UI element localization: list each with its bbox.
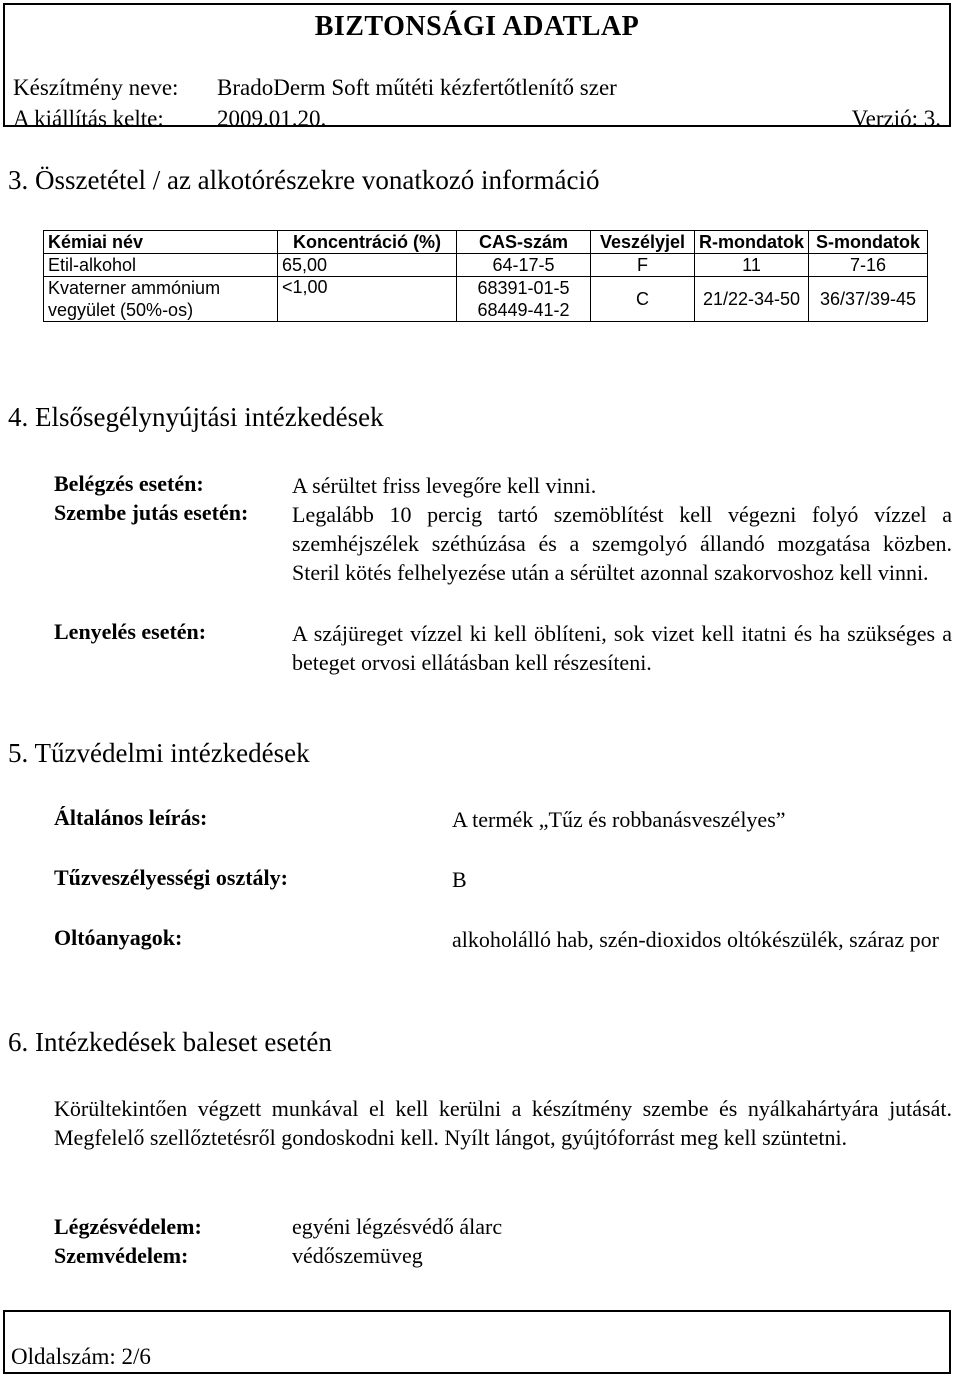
section-6-title: 6. Intézkedések baleset esetén (8, 1027, 332, 1057)
fire-class-label: Tűzveszélyességi osztály: (54, 865, 288, 890)
issue-date: 2009.01.20. (217, 106, 327, 131)
section-3-title: 3. Összetétel / az alkotórészekre vonatkozó információ (8, 165, 600, 195)
section-5-title: 5. Tűzvédelmi intézkedések (8, 738, 310, 768)
date-line (13, 106, 326, 132)
version: Verzió: 3. (851, 106, 941, 131)
extinguishing-media-value: alkoholálló hab, szén-dioxidos oltókészülék, száraz por (452, 927, 939, 952)
fire-general-label: Általános leírás: (54, 805, 208, 830)
chemical-name (44, 277, 278, 322)
header-box (3, 3, 951, 131)
chemical-name: Etil-alkohol (44, 254, 278, 277)
first-aid-text: Legalább 10 percig tartó szemöblítést kell végezni folyó vízzel a szemhéjszélek széthúzása és a szemgolyó állandó mozgatása közben. Steril kötés felhelyezése után a sérültet azonnal szakorvoshoz kell vinni. (292, 502, 952, 585)
fire-general-value: A termék „Tűz és robbanásveszélyes” (452, 807, 786, 832)
column-header: CAS-szám (457, 231, 591, 254)
concentration: <1,00 (278, 277, 457, 322)
cas-number (457, 277, 591, 322)
first-aid-text: A szájüreget vízzel ki kell öblíteni, sok vizet kell itatni és ha szükséges a beteget orvosi ellátásban kell részesíteni. (292, 621, 952, 675)
hazard-symbol: C (591, 277, 695, 322)
eye-protection-label: Szemvédelem: (54, 1243, 189, 1268)
fire-class-value: B (452, 867, 467, 892)
column-header: S-mondatok (809, 231, 928, 254)
column-header: Koncentráció (%) (278, 231, 457, 254)
r-phrases: 11 (695, 254, 809, 277)
table-row (44, 254, 928, 277)
respiratory-protection-label: Légzésvédelem: (54, 1214, 202, 1239)
table-header-row (44, 231, 928, 254)
document-title: BIZTONSÁGI ADATLAP (314, 11, 640, 42)
hazard-symbol: F (591, 254, 695, 277)
r-phrases: 21/22-34-50 (695, 277, 809, 322)
cas-number-line-2: 68449-41-2 (477, 300, 570, 320)
column-header: Kémiai név (44, 231, 278, 254)
product-name: BradoDerm Soft műtéti kézfertőtlenítő szer (217, 75, 617, 100)
first-aid-label: Belégzés esetén: (54, 471, 204, 496)
product-line (13, 75, 617, 101)
table-row (44, 277, 928, 322)
page-number: Oldalszám: 2/6 (11, 1344, 151, 1369)
first-aid-label: Lenyelés esetén: (54, 619, 207, 644)
eye-protection-value: védőszemüveg (292, 1243, 423, 1268)
cas-number: 64-17-5 (457, 254, 591, 277)
respiratory-protection-value: egyéni légzésvédő álarc (292, 1214, 503, 1239)
column-header: R-mondatok (695, 231, 809, 254)
cas-number-line-1: 68391-01-5 (477, 278, 570, 298)
column-header: Veszélyjel (591, 231, 695, 254)
chemical-name-line-2: vegyület (50%-os) (48, 300, 194, 320)
chemical-name-line-1: Kvaterner ammónium (48, 278, 221, 298)
composition-table (43, 230, 928, 322)
footer-box (3, 1310, 951, 1374)
s-phrases: 36/37/39-45 (809, 277, 928, 322)
product-label: Készítmény neve: (13, 75, 179, 100)
date-label: A kiállítás kelte: (13, 106, 164, 131)
s-phrases: 7-16 (809, 254, 928, 277)
first-aid-label: Szembe jutás esetén: (54, 500, 249, 525)
extinguishing-media-label: Oltóanyagok: (54, 925, 183, 950)
accident-measures-paragraph: Körültekintően végzett munkával el kell kerülni a készítmény szembe és nyálkahártyára jutását. Megfelelő szellőztetésről gondoskodni kell. Nyílt lángot, gyújtóforrást meg kell szüntetni. (54, 1096, 952, 1150)
section-4-title: 4. Elsősegélynyújtási intézkedések (8, 402, 384, 432)
concentration: 65,00 (278, 254, 457, 277)
first-aid-text: A sérültet friss levegőre kell vinni. (292, 473, 597, 498)
